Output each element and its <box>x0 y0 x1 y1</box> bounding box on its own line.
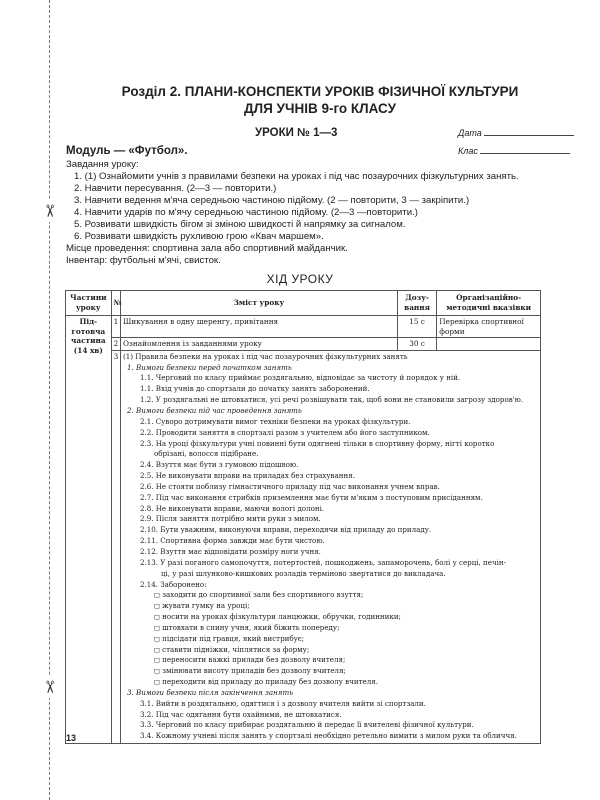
row-dosage: 30 с <box>397 338 436 351</box>
rule-line: обрізані, волосся підібране. <box>153 449 259 459</box>
date-blank <box>484 127 574 136</box>
rule-line: 3.2. Під час одягання бути охайними, не штовхатися. <box>139 709 342 719</box>
rule-line: 3.3. Черговий по класу прибирає роздягальню й передає її вчителеві фізичної культури. <box>139 720 474 730</box>
table-row <box>66 316 541 338</box>
rule-line: 2.5. Не виконувати вправи на приладах без страхування. <box>139 471 355 481</box>
col-header-content: Зміст уроку <box>120 291 397 316</box>
rule-line: 1.2. У роздягальні не штовхатися, усі речі розвішувати так, щоб вони не становили загрозу здоров'ю. <box>139 395 524 405</box>
task-item: 6. Розвивати швидкість рухливою грою «Квач маршем». <box>74 231 324 242</box>
rule-line: ◻ жувати гумку на уроці; <box>153 601 250 611</box>
rule-line: ◻ переходити від приладу до приладу без дозволу вчителя. <box>153 677 378 687</box>
rule-line: 1.1. Вхід учнів до спортзали до початку занять заборонений. <box>139 384 370 394</box>
col-header-dosage: Дозу-вання <box>397 291 436 316</box>
date-label: Дата <box>458 128 482 138</box>
rule-line: ◻ носити на уроках фізкультури ланцюжки, обручки, годинники; <box>153 612 401 622</box>
rule-line: ці, у разі шлунково-кишкових розладів терміново звертатися до викладача. <box>160 568 446 578</box>
date-field <box>458 127 574 138</box>
lesson-progress-heading: ХІД УРОКУ <box>266 272 334 286</box>
rule-line: 2.4. Взуття має бути з гумовою підошвою. <box>139 460 299 470</box>
row-notes: Перевірка спортивної форми <box>437 316 541 338</box>
task-item: 3. Навчити ведення м'яча середньою частиною підйому. (2 — повторити, 3 — закріпити.) <box>74 195 470 206</box>
row-notes <box>437 338 541 351</box>
rule-line: ◻ переносити важкі прилади без дозволу вчителя; <box>153 655 346 665</box>
rule-line: ◻ змінювати висоту приладів без дозволу вчителя; <box>153 666 346 676</box>
row-number: 1 <box>111 316 120 338</box>
task-item: 4. Навчити ударів по м'ячу середньою частиною підйому. (2—3 —повторити.) <box>74 207 418 218</box>
rule-line: (1) Правила безпеки на уроках і під час позаурочних фізкультурних занять <box>122 351 408 361</box>
col-header-number: № <box>111 291 120 316</box>
rules-section-heading: 2. Вимоги безпеки під час проведення занять <box>126 406 302 415</box>
rule-line: 2.10. Бути уважним, виконуючи вправи, переходячи від приладу до приладу. <box>139 525 432 535</box>
table-row <box>66 350 541 743</box>
class-label: Клас <box>458 146 478 156</box>
row-number: 2 <box>111 338 120 351</box>
rule-line: 2.6. Не стояти поблизу гімнастичного приладу під час виконання учнем вправ. <box>139 481 440 491</box>
row-content: Ознайомлення із завданнями уроку <box>120 338 397 351</box>
row-content: Шикування в одну шеренгу, привітання <box>120 316 397 338</box>
rules-section-heading: 1. Вимоги безпеки перед початком занять <box>126 362 292 372</box>
rule-line: ◻ підсідати під гравця, який вистрибує; <box>153 633 305 643</box>
rule-line: 2.3. На уроці фізкультури учні повинні бути одягнені тільки в спортивну форму, нігті коротко <box>139 438 495 448</box>
rule-line: 3.1. Вийти в роздягальню, одягтися і з дозволу вчителя вийти зі спортзали. <box>139 698 426 708</box>
rule-line: ◻ штовхати в спину учня, який біжить попереду; <box>153 622 340 632</box>
rules-section-heading: 3. Вимоги безпеки після закінчення занять <box>126 687 294 697</box>
rule-line: 2.11. Спортивна форма завжди має бути чистою. <box>139 536 325 546</box>
rule-line: 1.1. Черговий по класу приймає роздягальню, відповідає за чистоту й порядок у ній. <box>139 373 461 383</box>
place-text: Місце проведення: спортивна зала або спортивний майданчик. <box>66 243 348 254</box>
rule-line: 2.9. Після заняття потрібно мити руки з милом. <box>139 514 321 524</box>
table-header-row <box>66 291 541 316</box>
task-item: 2. Навчити пересування. (2—3 — повторити.) <box>74 183 277 194</box>
page-number: 13 <box>66 733 77 743</box>
task-item: 5. Розвивати швидкість бігом зі зміною швидкості й напрямку за сигналом. <box>74 219 406 230</box>
scissors-icon: ✂ <box>38 200 60 222</box>
table-row <box>66 338 541 351</box>
rule-line: ◻ заходити до спортивної зали без спортивного взуття; <box>153 590 364 600</box>
rule-line: 2.12. Взуття має відповідати розміру ноги учня. <box>139 546 321 556</box>
tasks-heading: Завдання уроку: <box>66 159 139 170</box>
inventory-text: Інвентар: футбольні м'ячі, свисток. <box>66 255 221 266</box>
rule-line: 3.4. Кожному учневі після занять у спортзалі необхідно ретельно вимити з милом руки та обличчя. <box>139 731 517 741</box>
rule-line: 2.13. У разі поганого самопочуття, потертостей, пошкоджень, запаморочень, болі у серці, печін- <box>139 557 507 567</box>
rule-line: ◻ ставити підніжки, чіплятися за форму; <box>153 644 310 654</box>
lessons-number: УРОКИ № 1—3 <box>255 127 338 139</box>
safety-rules-cell <box>120 350 540 743</box>
rule-line: 2.8. Не виконувати вправи, маючи вологі долоні. <box>139 503 325 513</box>
rule-line: 2.1. Суворо дотримувати вимог техніки безпеки на уроках фізкультури. <box>139 416 411 426</box>
col-header-notes: Організаційно-методичні вказівки <box>437 291 541 316</box>
col-header-parts: Частини уроку <box>66 291 112 316</box>
rule-line: 2.2. Проводити заняття в спортзалі разом з учителем або його заступником. <box>139 427 430 437</box>
phase-cell: Під-готовча частина (14 хв) <box>66 316 112 744</box>
module-title: Модуль — «Футбол». <box>66 145 188 157</box>
lesson-table <box>65 290 541 744</box>
scissors-icon: ✂ <box>38 676 60 698</box>
rule-line: 2.14. Заборонено: <box>139 579 207 589</box>
class-blank <box>480 145 570 154</box>
task-item: 1. (1) Ознайомити учнів з правилами безпеки на уроках і під час позаурочних фізкультурних занять. <box>74 171 519 182</box>
row-number: 3 <box>111 350 120 743</box>
row-dosage: 15 с <box>397 316 436 338</box>
class-field <box>458 145 570 156</box>
section-subtitle: ДЛЯ УЧНІВ 9-го КЛАСУ <box>244 101 396 116</box>
section-title: Розділ 2. ПЛАНИ-КОНСПЕКТИ УРОКІВ ФІЗИЧНОЇ КУЛЬТУРИ <box>121 84 519 99</box>
rule-line: 2.7. Під час виконання стрибків приземлення має бути м'яким з поступовим присіданням. <box>139 492 483 502</box>
